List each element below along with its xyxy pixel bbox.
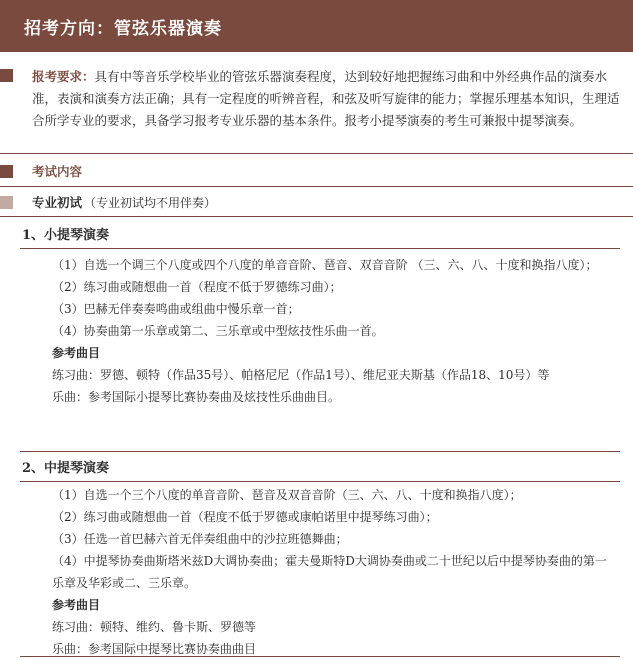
viola-item: （1）自选一个三个八度的单音音阶、琶音及双音音阶（三、六、八、十度和换指八度）；: [52, 488, 522, 502]
viola-etudes: 练习曲：顿特、维约、鲁卡斯、罗德等: [52, 620, 257, 634]
divider: [20, 248, 620, 249]
section-marker-light: [0, 196, 13, 209]
violin-item: （2）练习曲或随想曲一首（程度不低于罗德练习曲）；: [52, 280, 342, 294]
divider: [20, 656, 620, 657]
preliminary-header: [0, 191, 633, 213]
violin-item: （1）自选一个调三个八度或四个八度的单音音阶、琶音、双音音阶 （三、六、八、十度和换指八度）；: [52, 258, 598, 272]
violin-heading: 1、小提琴演奏: [22, 228, 110, 243]
viola-ref-title: 参考曲目: [52, 598, 101, 612]
divider: [20, 451, 620, 452]
viola-requirements: [52, 484, 617, 660]
preliminary-note: （专业初试均不用伴奏）: [84, 195, 217, 210]
preliminary-title: 专业初试: [32, 195, 83, 210]
requirements-text: 具有中等音乐学校毕业的管弦乐器演奏程度，达到较好地把握练习曲和中外经典作品的演奏水准，表演和演奏方法正确；具有一定程度的听辨音程，和弦及听写旋律的能力；掌握乐理基本知识，生理适合所学专业的要求，具备学习报考专业乐器的基本条件。报考小提琴演奏的考生可兼报中提琴演奏。: [32, 69, 620, 128]
viola-heading: 2、中提琴演奏: [22, 461, 110, 476]
divider: [0, 216, 633, 217]
violin-item: （3）巴赫无伴奏奏鸣曲或组曲中慢乐章一首；: [52, 302, 300, 316]
requirements-section: [0, 66, 622, 132]
violin-ref-title: 参考曲目: [52, 346, 101, 360]
page-banner: [0, 0, 633, 52]
exam-content-title: 考试内容: [32, 164, 83, 179]
viola-item: （4）中提琴协奏曲斯塔米兹D大调协奏曲；霍夫曼斯特D大调协奏曲或二十世纪以后中提琴协奏曲的第一乐章及华彩或二、三乐章。: [52, 554, 607, 590]
requirements-label: 报考要求：: [32, 69, 95, 84]
viola-item: （3）任选一首巴赫六首无伴奏组曲中的沙拉班德舞曲；: [52, 532, 348, 546]
divider: [0, 153, 633, 154]
violin-pieces: 乐曲：参考国际小提琴比赛协奏曲及炫技性乐曲曲目。: [52, 390, 341, 404]
violin-item: （4）协奏曲第一乐章或第二、三乐章或中型炫技性乐曲一首。: [52, 324, 384, 338]
divider: [20, 481, 620, 482]
viola-pieces: 乐曲：参考国际中提琴比赛协奏曲曲目: [52, 642, 257, 656]
viola-item: （2）练习曲或随想曲一首（程度不低于罗德或康帕诺里中提琴练习曲）；: [52, 510, 438, 524]
section-marker: [0, 165, 13, 178]
divider: [0, 186, 633, 187]
exam-content-header: [0, 161, 633, 181]
banner-title: 招考方向：管弦乐器演奏: [24, 18, 222, 39]
violin-requirements: [52, 254, 617, 408]
section-marker: [0, 69, 13, 82]
violin-etudes: 练习曲：罗德、顿特（作品35号）、帕格尼尼（作品1号）、维尼亚夫斯基（作品18、10号）等: [52, 368, 550, 382]
